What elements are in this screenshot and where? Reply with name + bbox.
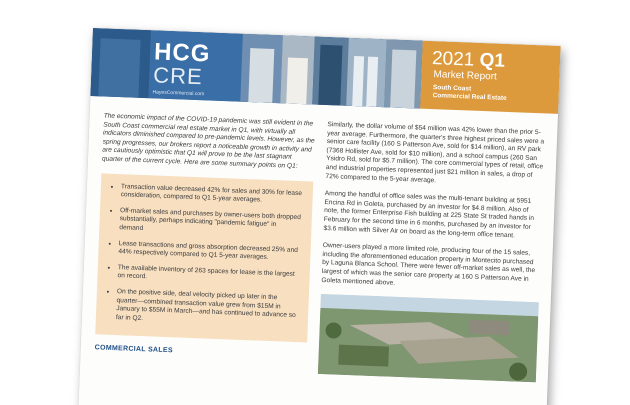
region-line-1: South Coast <box>432 84 472 93</box>
summary-bullet: • Lease transactions and gross absorption decreased 25% and 44% respectively compared to Q1 5-year averages. <box>118 240 301 264</box>
brand-logo <box>152 40 210 97</box>
report-title-block <box>420 41 561 114</box>
section-heading: COMMERCIAL SALES <box>94 344 173 355</box>
summary-bullet: • Off-market sales and purchases by owner-users both dropped substantially, perhaps indicating "pandemic fatigue" in demand <box>119 207 302 240</box>
body-paragraph: Among the handful of office sales was the multi-tenant building at 5951 Encina Rd in Goleta, purchased by an investor for $4.8 million. Also of note, the former Enterprise Fish building at 225 State St traded hands in February for the second time in 6 months, purchased by an investor for $3.6 million with Silver Air on board as the long-term office tenant. <box>323 190 535 239</box>
header-photo-strip <box>90 28 422 109</box>
region-line-2: Commercial Real Estate <box>432 92 507 102</box>
brand-name: HCG <box>153 38 211 68</box>
brand-subname: CRE <box>152 62 204 90</box>
header-buildings-graphic <box>90 28 422 109</box>
summary-bullet: • On the positive side, deal velocity picked up later in the quarter—combined transaction value grew from $15M in January to $55M in March—and has continued to advance so far in Q2. <box>116 288 299 329</box>
summary-bullet: • Transaction value decreased 42% for sales and 30% for lease consideration, compared to Q1 5-year averages. <box>120 183 303 207</box>
body-paragraph: Similarly, the dollar volume of $54 million was 42% lower than the prior 5-year average. Furthermore, the quarter's three highest priced sales were a senior care facility (160 S Patterson Ave, sold for $14 million), an RV park (7368 Hollister Ave, sold for $10 million), and a school campus (260 San Ysidro Rd, sold for $5.7 million). The core commercial types of retail, office and industrial properties represented just $21 million in sales, a drop of 72% compared to the 5-year average. <box>325 121 545 184</box>
left-column <box>95 112 316 359</box>
brand-website: HayesCommercial.com <box>152 89 205 98</box>
body-paragraph: Owner-users played a more limited role, producing four of the 15 sales, including the aforementioned education property in Montecito purchased by Laguna Blanca School. There were fewer off-market sales as well, the largest of which was the senior care property at 160 S Patterson Ave in Goleta mentioned above. <box>321 242 536 287</box>
right-column <box>318 121 546 382</box>
report-header <box>90 28 560 114</box>
aerial-photo-graphic <box>318 294 539 382</box>
report-quarter: Q1 <box>479 49 506 72</box>
report-sheet <box>77 28 561 405</box>
summary-bullet: • The available inventory of 263 spaces for lease is the largest on record. <box>117 264 300 288</box>
summary-callout <box>95 173 313 343</box>
report-region <box>432 84 507 103</box>
report-period <box>432 49 506 72</box>
report-year: 2021 <box>431 48 475 71</box>
intro-paragraph: The economic impact of the COVID-19 pandemic was still evident in the South Coast commercial real estate market in Q1, with virtually all indicators diminished compared to pre-pandemic levels. However, as the spring progresses, our brokers report a noticeable growth in activity and are cautiously optimistic that Q1 will prove to be the last stagnant quarter of the current cycle. Here are some summary points on Q1: <box>101 112 315 170</box>
report-title: Market Report <box>433 69 497 83</box>
aerial-photo <box>318 294 539 382</box>
